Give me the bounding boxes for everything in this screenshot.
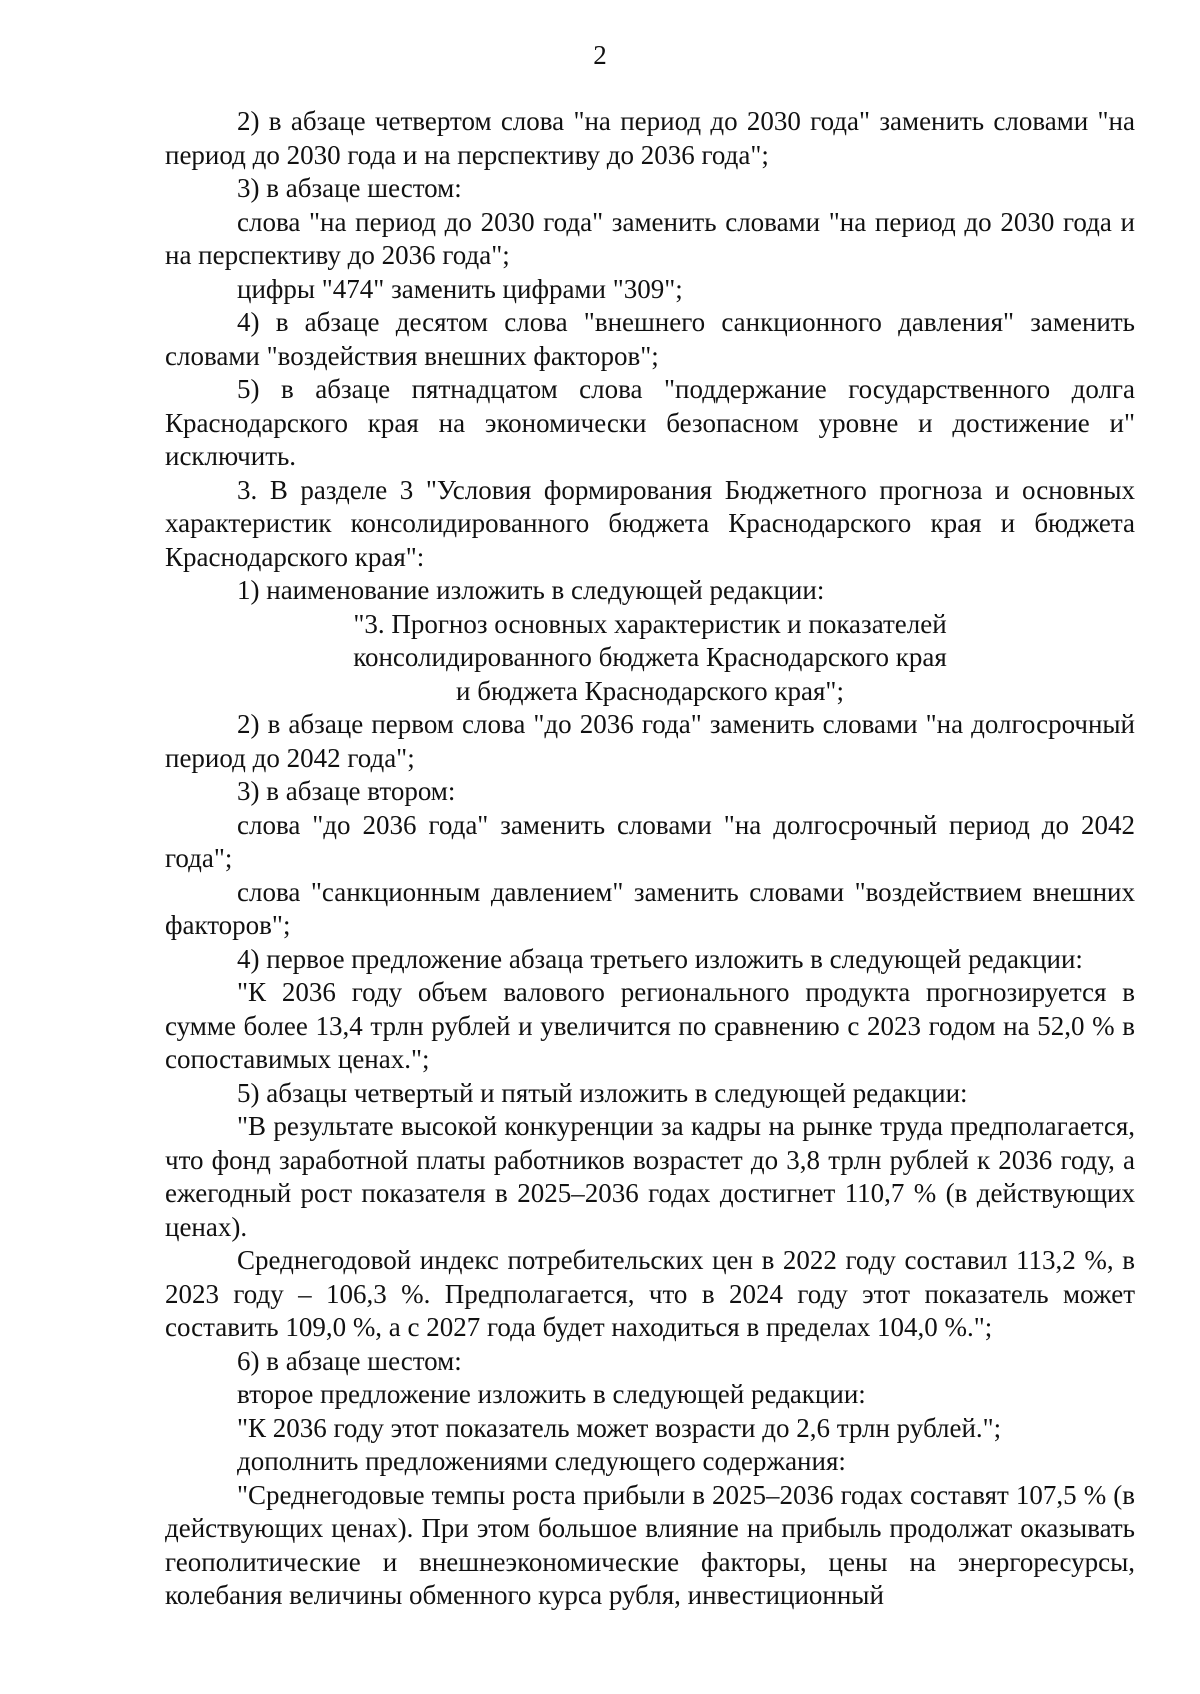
paragraph: слова "санкционным давлением" заменить словами "воздействием внешних факторов"; xyxy=(165,876,1135,940)
paragraph: Среднегодовой индекс потребительских цен в 2022 году составил 113,2 %, в 2023 году – 106,3 %. Предполагается, что в 2024 году этот показатель может составить 109,0 %, а с 2027 года будет находиться в пределах 104,0 %."; xyxy=(165,1245,1135,1342)
paragraph: слова "на период до 2030 года" заменить словами "на период до 2030 года и на перспективу до 2036 года"; xyxy=(165,206,1135,270)
paragraph: 2) в абзаце четвертом слова "на период до 2030 года" заменить словами "на период до 2030 года и на перспективу до 2036 года"; xyxy=(165,106,1135,170)
paragraph: "В результате высокой конкуренции за кадры на рынке труда предполагается, что фонд заработной платы работников возрастет до 3,8 трлн рублей к 2036 году, а ежегодный рост показателя в 2025–2036 годах достигнет 110,7 % (в действующих ценах). xyxy=(165,1111,1135,1242)
page-number: 2 xyxy=(593,40,607,70)
paragraph: "К 2036 году объем валового регионального продукта прогнозируется в сумме более 13,4 трлн рублей и увеличится по сравнению с 2023 годом на 52,0 % в сопоставимых ценах."; xyxy=(165,977,1135,1074)
heading-line: консолидированного бюджета Краснодарского края xyxy=(353,642,947,672)
paragraph: 1) наименование изложить в следующей редакции: xyxy=(237,575,825,605)
heading-line: и бюджета Краснодарского края"; xyxy=(456,675,844,706)
paragraph: 5) абзацы четвертый и пятый изложить в следующей редакции: xyxy=(237,1077,968,1108)
paragraph: второе предложение изложить в следующей редакции: xyxy=(237,1379,866,1409)
heading-line: "3. Прогноз основных характеристик и показателей xyxy=(353,608,947,639)
paragraph: "К 2036 году этот показатель может возрасти до 2,6 трлн рублей."; xyxy=(237,1412,1002,1443)
paragraph: 5) в абзаце пятнадцатом слова "поддержание государственного долга Краснодарского края на экономически безопасном уровне и достижение и" исключить. xyxy=(165,374,1135,471)
paragraph: слова "до 2036 года" заменить словами "на долгосрочный период до 2042 года"; xyxy=(165,809,1135,873)
paragraph: 3) в абзаце шестом: xyxy=(237,173,462,203)
document-body xyxy=(165,105,1135,1613)
paragraph: 2) в абзаце первом слова "до 2036 года" заменить словами "на долгосрочный период до 2042 года"; xyxy=(165,709,1135,773)
paragraph: "Среднегодовые темпы роста прибыли в 2025–2036 годах составят 107,5 % (в действующих ценах). При этом большое влияние на прибыль продолжат оказывать геополитические и внешнеэкономические факторы, цены на энергоресурсы, колебания величины обменного курса рубля, инвестиционный xyxy=(165,1479,1135,1610)
paragraph: 6) в абзаце шестом: xyxy=(237,1345,462,1376)
paragraph: 4) в абзаце десятом слова "внешнего санкционного давления" заменить словами "воздействия внешних факторов"; xyxy=(165,307,1135,371)
paragraph: 4) первое предложение абзаца третьего изложить в следующей редакции: xyxy=(237,943,1083,974)
section-heading xyxy=(165,608,1135,709)
paragraph: цифры "474" заменить цифрами "309"; xyxy=(237,273,683,304)
paragraph: 3) в абзаце втором: xyxy=(237,776,456,806)
paragraph: 3. В разделе 3 "Условия формирования Бюджетного прогноза и основных характеристик консолидированного бюджета Краснодарского края и бюджета Краснодарского края": xyxy=(165,474,1135,572)
paragraph: дополнить предложениями следующего содержания: xyxy=(237,1446,846,1476)
